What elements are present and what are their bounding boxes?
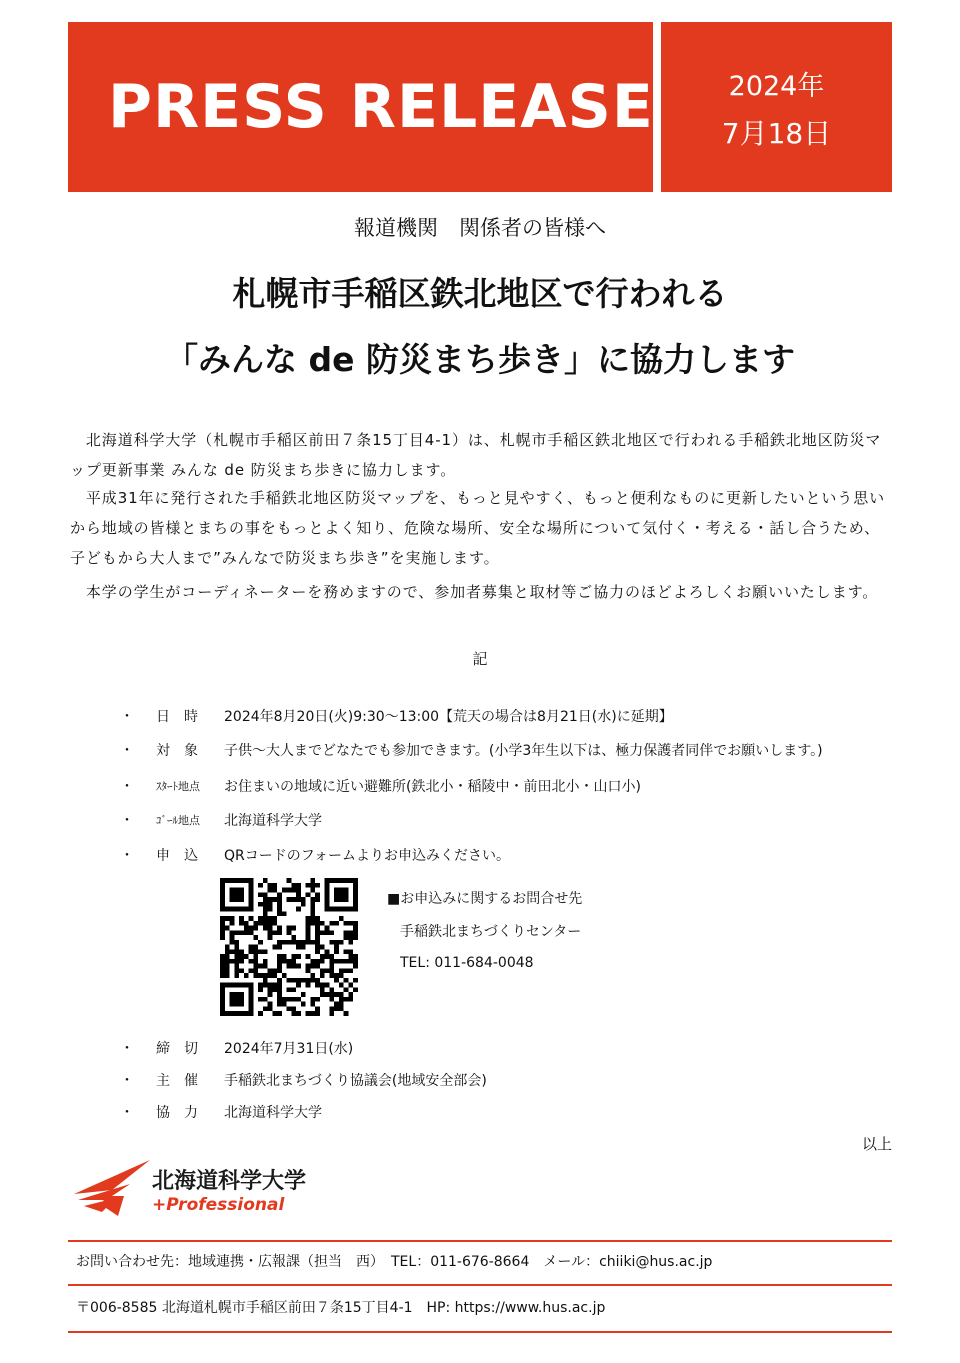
page-title-line1: 札幌市手稲区鉄北地区で行われる — [232, 274, 728, 313]
body-paragraph-2: 平成31年に発行された手稲鉄北地区防災マップを、もっと見やすく、もっと便利なものに更新したいという思いから地域の皆様とまちの事をもっとよく知り、危険な場所、安全な場所について気付く・考える・話し合うため、子どもから大人まで”みんなで防災まち歩き”を実施します。 — [70, 489, 885, 567]
bullet: ・ — [120, 813, 134, 829]
detail-value: 北海道科学大学 — [224, 1105, 322, 1121]
footer-divider-bottom — [68, 1331, 892, 1333]
bullet: ・ — [120, 743, 134, 759]
logo-tagline: +Professional — [152, 1195, 285, 1215]
ki-marker: 記 — [472, 650, 488, 668]
banner-title: PRESS RELEASE — [108, 72, 654, 142]
closing-mark: 以上 — [861, 1135, 892, 1153]
inquiry-heading: ■お申込みに関するお問合せ先 — [387, 891, 583, 907]
addressee: 報道機関 関係者の皆様へ — [354, 216, 606, 240]
footer-divider-middle — [68, 1284, 892, 1286]
detail-label: 対 象 — [156, 743, 198, 759]
press-release-banner — [68, 22, 653, 192]
detail-value: 2024年8月20日(火)9:30～13:00【荒天の場合は8月21日(水)に延期】 — [224, 709, 673, 725]
date-banner — [661, 22, 892, 192]
footer-contact: お問い合わせ先：地域連携・広報課（担当 西） TEL：011-676-8664 メール：chiiki@hus.ac.jp — [76, 1254, 713, 1270]
logo-university-name: 北海道科学大学 — [152, 1169, 307, 1194]
bullet: ・ — [120, 1041, 134, 1057]
detail-value: 北海道科学大学 — [224, 813, 322, 829]
inquiry-tel: TEL: 011-684-0048 — [400, 955, 534, 971]
bullet: ・ — [120, 709, 134, 725]
detail-label: 申 込 — [156, 848, 198, 864]
detail-value: 2024年7月31日(水) — [224, 1041, 354, 1057]
release-date: 7月18日 — [721, 117, 832, 150]
wing-logo-icon — [72, 1160, 150, 1220]
release-year: 2024年 — [728, 71, 825, 102]
detail-label: 協 力 — [156, 1105, 198, 1121]
footer-divider-top — [68, 1240, 892, 1242]
university-logo — [72, 1158, 332, 1224]
bullet: ・ — [120, 779, 134, 795]
qr-code[interactable] — [220, 878, 358, 1016]
detail-value: 手稲鉄北まちづくり協議会(地域安全部会) — [224, 1073, 487, 1089]
page-title-line2: 「みんな de 防災まち歩き」に協力します — [165, 340, 795, 379]
bullet: ・ — [120, 848, 134, 864]
body-paragraph-3: 本学の学生がコーディネーターを務めますので、参加者募集と取材等ご協力のほどよろしくお願いいたします。 — [70, 583, 879, 601]
detail-label: ｺﾞｰﾙ地点 — [156, 814, 200, 827]
footer-address: 〒006-8585 北海道札幌市手稲区前田７条15丁目4-1 HP: https://www.hus.ac.jp — [76, 1300, 606, 1316]
bullet: ・ — [120, 1105, 134, 1121]
detail-label: 日 時 — [156, 709, 198, 725]
detail-label: ｽﾀｰﾄ地点 — [156, 780, 200, 793]
detail-label: 締 切 — [156, 1041, 198, 1057]
detail-label: 主 催 — [156, 1073, 198, 1089]
body-paragraph-1: 北海道科学大学（札幌市手稲区前田７条15丁目4-1）は、札幌市手稲区鉄北地区で行われる手稲鉄北地区防災マップ更新事業 みんな de 防災まち歩きに協力します。 — [70, 431, 882, 479]
detail-value: QRコードのフォームよりお申込みください。 — [224, 848, 511, 864]
bullet: ・ — [120, 1073, 134, 1089]
detail-value: お住まいの地域に近い避難所(鉄北小・稲陵中・前田北小・山口小) — [224, 779, 641, 795]
detail-value: 子供～大人までどなたでも参加できます。(小学3年生以下は、極力保護者同伴でお願いします。) — [224, 743, 823, 759]
inquiry-org: 手稲鉄北まちづくりセンター — [400, 924, 582, 940]
